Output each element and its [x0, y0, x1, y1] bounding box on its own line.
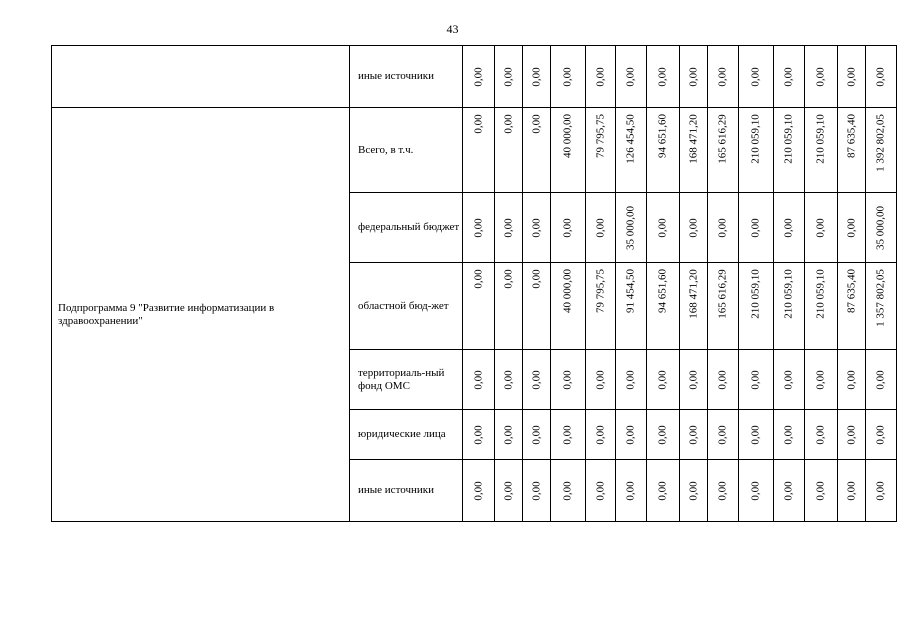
value-cell — [866, 46, 897, 108]
value-cell — [838, 410, 866, 460]
value-text: 0,00 — [782, 424, 795, 445]
funding-source-label: областной бюд-жет — [350, 263, 463, 350]
value-text: 0,00 — [561, 424, 574, 445]
funding-source-label: Всего, в т.ч. — [350, 108, 463, 193]
value-cell — [739, 108, 774, 193]
value-text: 0,00 — [561, 369, 574, 390]
value-text: 0,00 — [716, 217, 729, 238]
value-text: 0,00 — [561, 66, 574, 87]
value-cell — [838, 193, 866, 263]
value-cell — [838, 108, 866, 193]
value-cell — [495, 350, 523, 410]
value-text: 0,00 — [472, 424, 484, 445]
value-text: 0,00 — [716, 480, 729, 501]
value-cell — [551, 460, 586, 522]
value-cell — [708, 46, 739, 108]
value-cell — [708, 108, 739, 193]
value-text: 0,00 — [502, 369, 514, 390]
value-text: 0,00 — [716, 66, 729, 87]
value-text: 0,00 — [594, 424, 606, 445]
value-text: 0,00 — [502, 113, 514, 134]
value-text: 0,00 — [502, 424, 514, 445]
value-cell — [551, 263, 586, 350]
value-cell — [551, 193, 586, 263]
value-cell — [551, 350, 586, 410]
value-cell — [774, 193, 805, 263]
value-cell — [680, 193, 708, 263]
value-text: 94 651,60 — [656, 269, 669, 313]
value-cell — [647, 410, 680, 460]
value-cell — [616, 46, 647, 108]
value-text: 126 454,50 — [624, 114, 637, 164]
value-cell — [523, 350, 551, 410]
value-text: 0,00 — [874, 480, 887, 501]
value-cell — [708, 460, 739, 522]
value-text: 0,00 — [845, 369, 857, 390]
value-text: 0,00 — [472, 369, 484, 390]
value-cell — [866, 410, 897, 460]
value-cell — [739, 46, 774, 108]
value-text: 0,00 — [594, 217, 606, 238]
value-cell — [805, 410, 838, 460]
value-text: 0,00 — [656, 217, 669, 238]
value-text: 0,00 — [874, 424, 887, 445]
value-text: 0,00 — [594, 66, 606, 87]
value-text: 210 059,10 — [782, 269, 795, 319]
value-cell — [680, 46, 708, 108]
budget-table — [51, 45, 897, 522]
value-text: 0,00 — [845, 424, 857, 445]
value-cell — [680, 410, 708, 460]
value-text: 0,00 — [530, 424, 542, 445]
value-text: 0,00 — [502, 217, 514, 238]
value-cell — [647, 460, 680, 522]
value-cell — [708, 350, 739, 410]
value-text: 0,00 — [656, 66, 669, 87]
value-text: 0,00 — [624, 480, 637, 501]
value-cell — [616, 108, 647, 193]
value-text: 40 000,00 — [561, 269, 574, 313]
value-text: 79 795,75 — [594, 114, 606, 158]
value-cell — [680, 108, 708, 193]
value-cell — [495, 108, 523, 193]
value-text: 210 059,10 — [749, 269, 762, 319]
value-cell — [774, 46, 805, 108]
value-cell — [866, 350, 897, 410]
value-cell — [805, 46, 838, 108]
value-text: 0,00 — [472, 66, 484, 87]
value-cell — [586, 46, 616, 108]
value-text: 0,00 — [594, 480, 606, 501]
value-text: 0,00 — [530, 268, 542, 289]
value-cell — [551, 46, 586, 108]
value-cell — [739, 263, 774, 350]
value-cell — [805, 193, 838, 263]
value-cell — [774, 350, 805, 410]
value-cell — [838, 46, 866, 108]
value-text: 0,00 — [594, 369, 606, 390]
value-cell — [616, 350, 647, 410]
value-cell — [866, 108, 897, 193]
value-cell — [647, 193, 680, 263]
value-cell — [838, 350, 866, 410]
value-text: 87 635,40 — [845, 269, 857, 313]
value-text: 0,00 — [749, 480, 762, 501]
value-cell — [708, 410, 739, 460]
table-row — [52, 46, 897, 108]
value-cell — [495, 263, 523, 350]
value-cell — [586, 410, 616, 460]
value-text: 0,00 — [782, 217, 795, 238]
value-cell — [805, 350, 838, 410]
value-text: 0,00 — [530, 480, 542, 501]
value-text: 0,00 — [687, 217, 699, 238]
value-cell — [463, 460, 495, 522]
value-text: 0,00 — [530, 66, 542, 87]
value-text: 0,00 — [530, 113, 542, 134]
value-text: 0,00 — [472, 113, 484, 134]
value-text: 0,00 — [814, 480, 827, 501]
value-text: 0,00 — [656, 480, 669, 501]
value-cell — [866, 460, 897, 522]
value-cell — [647, 350, 680, 410]
value-text: 210 059,10 — [782, 114, 795, 164]
program-cell — [52, 46, 350, 108]
value-cell — [463, 108, 495, 193]
value-cell — [774, 410, 805, 460]
value-cell — [866, 193, 897, 263]
value-cell — [739, 193, 774, 263]
value-cell — [523, 46, 551, 108]
funding-source-label: иные источники — [350, 460, 463, 522]
value-text: 0,00 — [472, 217, 484, 238]
value-text: 0,00 — [716, 424, 729, 445]
value-text: 0,00 — [687, 424, 699, 445]
value-cell — [551, 410, 586, 460]
value-cell — [495, 46, 523, 108]
value-text: 35 000,00 — [874, 205, 887, 250]
value-text: 0,00 — [687, 369, 699, 390]
page-number: 43 — [446, 22, 459, 36]
funding-source-label: иные источники — [350, 46, 463, 108]
value-cell — [495, 460, 523, 522]
value-text: 0,00 — [624, 424, 637, 445]
value-cell — [523, 108, 551, 193]
value-cell — [739, 460, 774, 522]
value-text: 0,00 — [749, 66, 762, 87]
value-text: 0,00 — [561, 217, 574, 238]
value-text: 35 000,00 — [624, 205, 637, 250]
value-text: 168 471,20 — [687, 269, 699, 319]
value-text: 1 357 802,05 — [874, 269, 887, 327]
value-text: 0,00 — [782, 480, 795, 501]
value-cell — [680, 460, 708, 522]
value-text: 0,00 — [716, 369, 729, 390]
value-cell — [616, 410, 647, 460]
value-text: 94 651,60 — [656, 114, 669, 158]
value-cell — [805, 263, 838, 350]
value-text: 0,00 — [874, 66, 887, 87]
funding-source-label: территориаль-ный фонд ОМС — [350, 350, 463, 410]
value-text: 1 392 802,05 — [874, 114, 887, 172]
value-text: 0,00 — [845, 480, 857, 501]
value-cell — [523, 263, 551, 350]
value-cell — [647, 263, 680, 350]
value-text: 0,00 — [687, 480, 699, 501]
value-cell — [616, 263, 647, 350]
value-cell — [708, 263, 739, 350]
value-cell — [586, 350, 616, 410]
value-text: 0,00 — [845, 217, 857, 238]
value-text: 0,00 — [502, 66, 514, 87]
value-cell — [463, 46, 495, 108]
value-text: 0,00 — [530, 369, 542, 390]
value-cell — [495, 410, 523, 460]
value-cell — [523, 193, 551, 263]
value-text: 0,00 — [749, 369, 762, 390]
value-cell — [586, 108, 616, 193]
value-text: 0,00 — [782, 369, 795, 390]
value-text: 210 059,10 — [749, 114, 762, 164]
value-cell — [586, 460, 616, 522]
value-cell — [463, 193, 495, 263]
value-text: 0,00 — [472, 268, 484, 289]
value-cell — [774, 108, 805, 193]
value-cell — [805, 460, 838, 522]
value-text: 0,00 — [656, 424, 669, 445]
funding-source-label: юридические лица — [350, 410, 463, 460]
value-cell — [523, 410, 551, 460]
value-cell — [739, 410, 774, 460]
value-text: 168 471,20 — [687, 114, 699, 164]
value-cell — [616, 460, 647, 522]
value-text: 0,00 — [687, 66, 699, 87]
value-text: 0,00 — [845, 66, 857, 87]
value-cell — [463, 410, 495, 460]
value-cell — [708, 193, 739, 263]
value-cell — [866, 263, 897, 350]
subprogram-title: Подпрограмма 9 "Развитие информатизации в здравоохранении" — [52, 108, 350, 522]
value-cell — [495, 193, 523, 263]
value-cell — [616, 193, 647, 263]
table-row — [52, 108, 897, 193]
value-text: 0,00 — [502, 480, 514, 501]
value-text: 0,00 — [814, 424, 827, 445]
value-cell — [647, 46, 680, 108]
value-text: 0,00 — [814, 66, 827, 87]
value-text: 0,00 — [749, 217, 762, 238]
value-cell — [774, 263, 805, 350]
value-cell — [739, 350, 774, 410]
value-cell — [680, 263, 708, 350]
value-text: 210 059,10 — [814, 269, 827, 319]
value-text: 0,00 — [472, 480, 484, 501]
value-text: 0,00 — [561, 480, 574, 501]
value-cell — [838, 460, 866, 522]
value-cell — [838, 263, 866, 350]
value-cell — [463, 350, 495, 410]
value-text: 79 795,75 — [594, 269, 606, 313]
value-cell — [523, 460, 551, 522]
value-text: 0,00 — [656, 369, 669, 390]
value-text: 40 000,00 — [561, 114, 574, 158]
value-text: 0,00 — [874, 369, 887, 390]
value-cell — [586, 193, 616, 263]
value-text: 210 059,10 — [814, 114, 827, 164]
value-text: 165 616,29 — [716, 114, 729, 164]
funding-source-label: федеральный бюджет — [350, 193, 463, 263]
value-cell — [586, 263, 616, 350]
value-text: 0,00 — [502, 268, 514, 289]
value-text: 0,00 — [624, 369, 637, 390]
value-text: 0,00 — [749, 424, 762, 445]
value-text: 0,00 — [814, 369, 827, 390]
value-cell — [647, 108, 680, 193]
value-cell — [680, 350, 708, 410]
value-text: 91 454,50 — [624, 269, 637, 313]
value-text: 0,00 — [814, 217, 827, 238]
value-cell — [463, 263, 495, 350]
value-text: 0,00 — [624, 66, 637, 87]
value-text: 87 635,40 — [845, 114, 857, 158]
value-cell — [805, 108, 838, 193]
value-cell — [551, 108, 586, 193]
value-cell — [774, 460, 805, 522]
value-text: 0,00 — [782, 66, 795, 87]
value-text: 165 616,29 — [716, 269, 729, 319]
value-text: 0,00 — [530, 217, 542, 238]
